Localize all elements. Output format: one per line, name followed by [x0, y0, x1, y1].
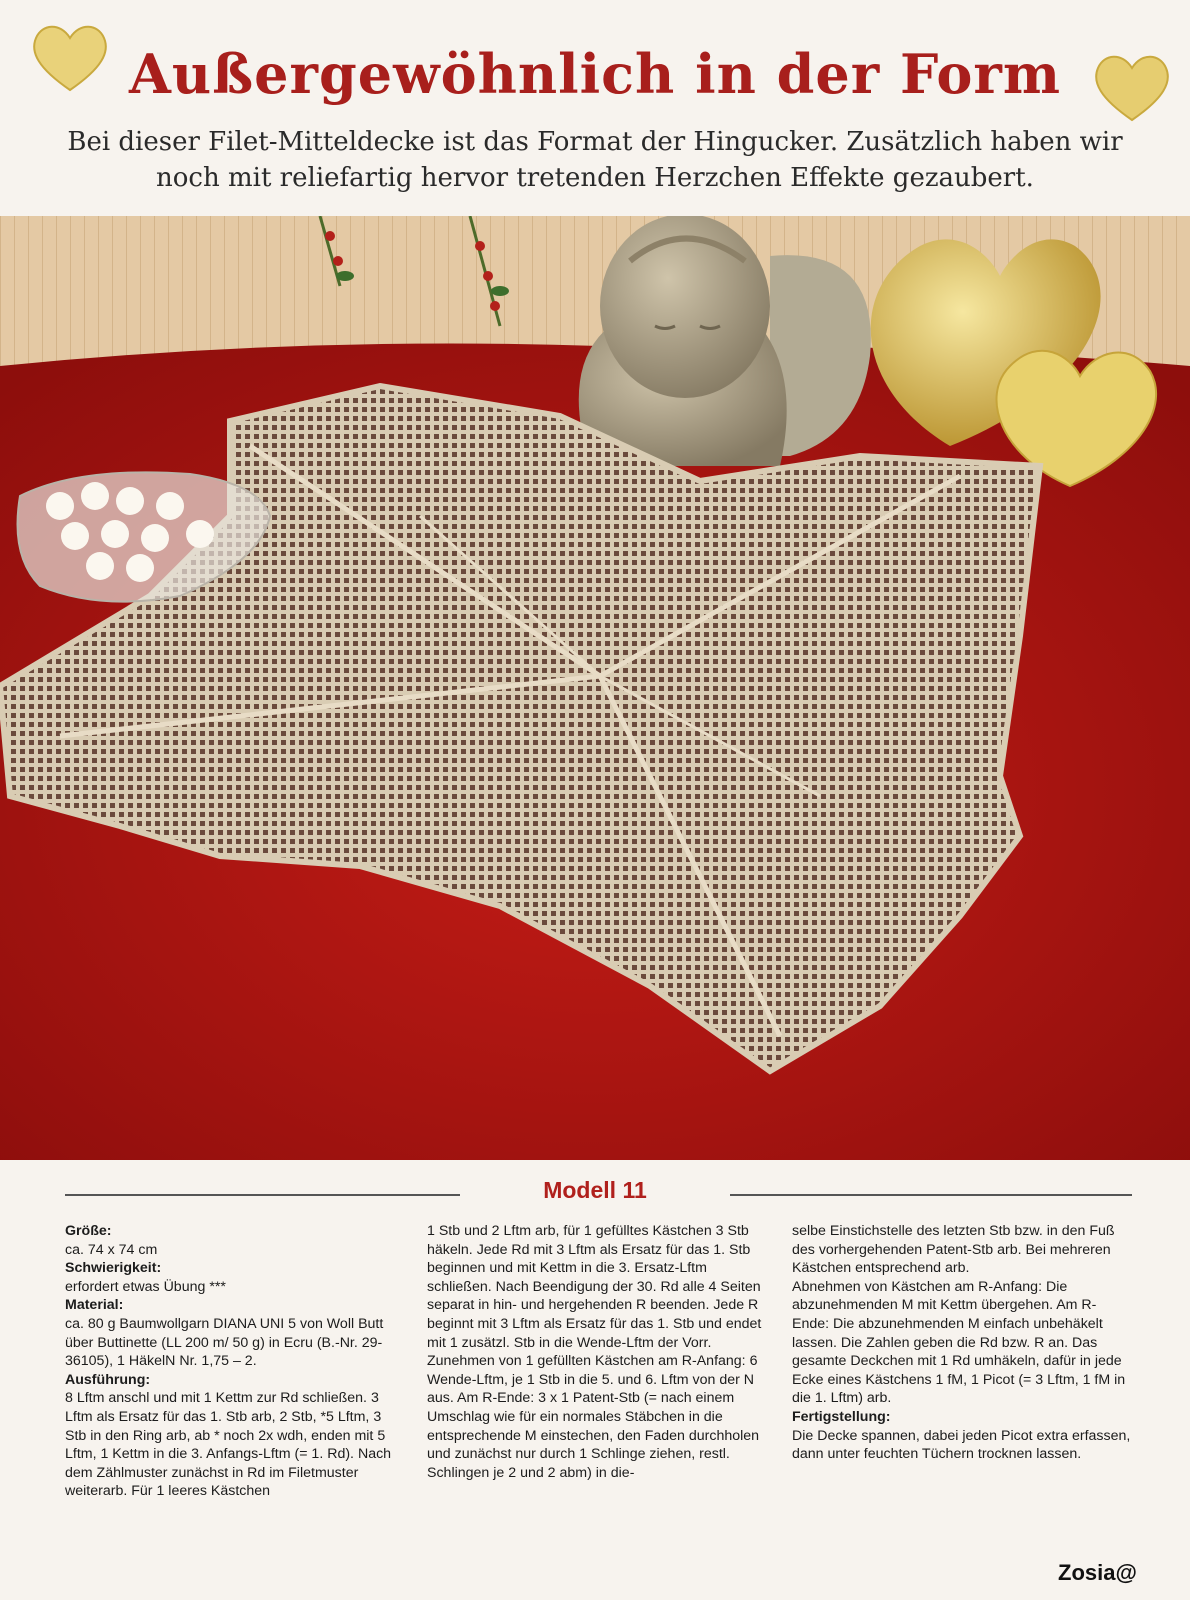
- paragraph: Die Decke spannen, dabei jeden Picot extra erfassen, dann unter feuchten Tüchern trocknen lassen.: [792, 1427, 1131, 1463]
- paragraph: Abnehmen von Kästchen am R-Anfang: Die abzunehmenden M mit Kettm übergehen. Am R-Ende: Die abzunehmenden M einfach unbehäkelt lassen. Die Zahlen geben die Rd bzw. R an. Das gesamte Deckchen mit 1 Rd umhäkeln, dafür in jede Ecke eines Kästchens 1 fM, 1 Picot (= 3 Lftm, 1 fM in die 1. Lftm) arb.: [792, 1278, 1126, 1407]
- paragraph: ca. 80 g Baumwollgarn DIANA UNI 5 von Woll Butt über Buttinette (LL 200 m/ 50 g) in Ecru (B.-Nr. 29-36105), 1 HäkelN Nr. 1,75 – 2.: [65, 1315, 384, 1370]
- page-title: Außergewöhnlich in der Form: [128, 42, 1062, 106]
- paragraph: 8 Lftm anschl und mit 1 Kettm zur Rd schließen. 3 Lftm als Ersatz für das 1. Stb arb, 2 Stb, *5 Lftm, 3 Stb in den Ring arb, ab * noch 2x wdh, enden mit 5 Lftm, 1 Kettm in die 3. Anfangs-Lftm (= 1. Rd). Nach dem Zählmuster zunächst in Rd im Filetmuster weiterarb. Für 1 leeres Kästchen: [65, 1390, 392, 1500]
- instructions-column-3: [792, 1222, 1132, 1464]
- section-heading: Schwierigkeit:: [65, 1260, 162, 1277]
- page-subtitle: Bei dieser Filet-Mitteldecke ist das Format der Hingucker. Zusätzlich haben wir noch mit reliefartig hervor tretenden Herzchen Effekte gezaubert.: [67, 127, 1123, 193]
- signature: Zosia@: [1058, 1560, 1137, 1585]
- instructions-column-2: [427, 1222, 762, 1482]
- instructions-column-1: [65, 1222, 405, 1501]
- paragraph: erfordert etwas Übung ***: [65, 1278, 226, 1295]
- paragraph: ca. 74 x 74 cm: [65, 1241, 158, 1258]
- paragraph: Zunehmen von 1 gefüllten Kästchen am R-Anfang: 6 Wende-Lftm, je 1 Stb in die 5. und 6. Lftm von der N aus. Am R-Ende: 3 x 1 Patent-Stb (= nach einem Umschlag wie für ein normales Stäbchen in die entsprechende M einstechen, den Faden durchholen und zunächst nur durch 1 Schlinge ziehen, restl. Schlingen je 2 und 2 abm) in die-: [427, 1353, 760, 1481]
- paragraph: 1 Stb und 2 Lftm arb, für 1 gefülltes Kästchen 3 Stb häkeln. Jede Rd mit 3 Lftm als Ersatz für das 1. Stb beginnen und mit Kettm in die 3. Ersatz-Lftm schließen. Nach Beendigung der 30. Rd alle 4 Seiten separat in hin- und hergehenden R beenden. Jede R beginnt mit 3 Lftm als Ersatz für das 1. Stb und endet mit 1 zusätzl. Stb in die Wende-Lftm der Vorr.: [427, 1223, 762, 1351]
- paragraph: selbe Einstichstelle des letzten Stb bzw. in den Fuß des vorhergehenden Patent-Stb arb. Bei mehreren Kästchen entsprechend arb.: [792, 1223, 1115, 1277]
- section-heading: Ausführung:: [65, 1371, 151, 1388]
- divider-left: [65, 1194, 460, 1196]
- section-heading: Fertigstellung:: [792, 1408, 891, 1425]
- section-heading: Größe:: [65, 1223, 112, 1239]
- section-heading: Material:: [65, 1297, 124, 1314]
- model-title: Modell 11: [543, 1177, 647, 1203]
- divider-right: [730, 1194, 1132, 1196]
- product-photo: [0, 216, 1190, 1160]
